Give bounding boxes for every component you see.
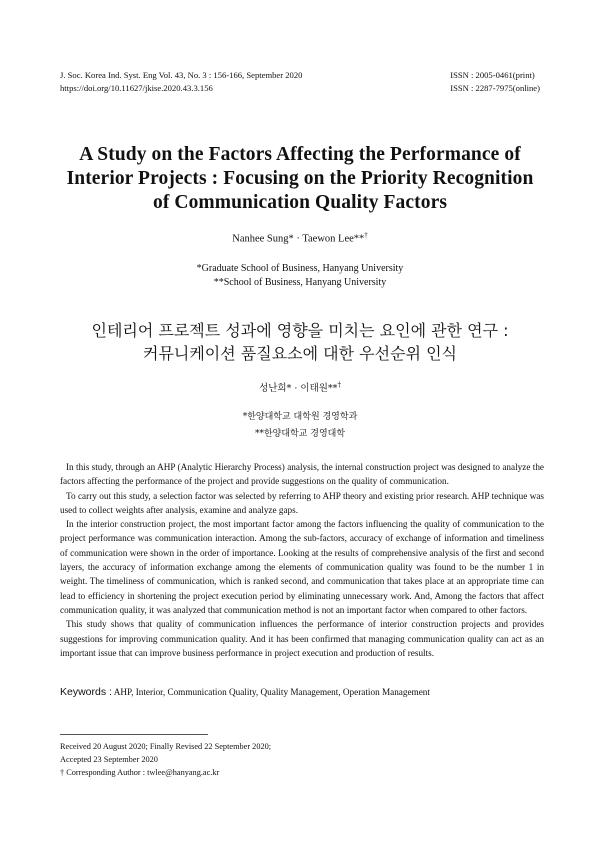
- issn-online: ISSN : 2287-7975(online): [450, 83, 540, 93]
- author-names: Nanhee Sung* · Taewon Lee**: [232, 233, 365, 245]
- author-list: [0, 231, 600, 245]
- korean-title-line-2: 커뮤니케이션 품질요소에 대한 우선순위 인식: [142, 344, 457, 363]
- title-line-3: of Communication Quality Factors: [152, 192, 448, 213]
- korean-affiliation-2: **한양대학교 경영대학: [254, 429, 346, 439]
- korean-title: [0, 319, 600, 365]
- abstract-paragraph-3: In the interior construction project, the most important factor among the factors influencing the quality of communication to the project performance was communication interaction. Among the sub-factors, accuracy of exchange of information and timeliness of communication were shown in the order of importance. Looking at the results of comprehensive analysis of the first and second layers, the accuracy of information exchange among the elements of communication quality was found to be the number 1 in weight. The timeliness of communication, which is ranked second, and communication that takes place at an appropriate time can lead to efficiency in shortening the project execution period by eliminating unnecessary work. And, Among the factors that affect communication quality, it was analyzed that communication method is not an important factor when compared to other factors.: [60, 519, 544, 615]
- abstract-paragraph-4: This study shows that quality of communication influences the performance of interior construction projects and provides suggestions for improving communication quality. And it has been confirmed that managing communication quality can act as an important issue that can improve business performance in project execution and production of results.: [60, 619, 544, 658]
- title-line-1: A Study on the Factors Affecting the Performance of: [79, 144, 521, 165]
- journal-citation: J. Soc. Korea Ind. Syst. Eng Vol. 43, No. 3 : 156-166, September 2020: [60, 70, 303, 80]
- corresponding-email[interactable]: Corresponding Author : twlee@hanyang.ac.kr: [66, 768, 220, 777]
- doi-link[interactable]: https://doi.org/10.11627/jkise.2020.43.3.156: [60, 83, 213, 93]
- keywords-text: AHP, Interior, Communication Quality, Quality Management, Operation Management: [113, 687, 430, 697]
- corresponding-author: [60, 766, 271, 779]
- footnote-divider: [60, 734, 208, 735]
- abstract-paragraph-1: In this study, through an AHP (Analytic Hierarchy Process) analysis, the internal construction project was designed to analyze the factors affecting the performance of the project and provide suggestions on the quality of communication.: [60, 462, 544, 487]
- keywords-label: Keywords :: [60, 686, 112, 698]
- journal-header: [60, 69, 302, 95]
- title-line-2: Interior Projects : Focusing on the Priority Recognition: [66, 168, 534, 189]
- korean-author-names: 성난희* · 이태원**: [259, 383, 338, 394]
- affiliation-2: **School of Business, Hanyang University: [213, 277, 387, 288]
- received-date: Received 20 August 2020; Finally Revised 22 September 2020;: [60, 742, 272, 751]
- paper-title: [40, 143, 560, 215]
- issn-print: ISSN : 2005-0461(print): [450, 70, 535, 80]
- corresponding-mark: †: [364, 231, 368, 239]
- affiliation-1: *Graduate School of Business, Hanyang University: [196, 263, 404, 274]
- abstract-paragraph-2: To carry out this study, a selection factor was selected by referring to AHP theory and existing prior research. AHP technique was used to collect weights after analysis, examine and analyze gaps.: [60, 490, 544, 515]
- korean-title-line-1: 인테리어 프로젝트 성과에 영향을 미치는 요인에 관한 연구 :: [91, 321, 509, 340]
- accepted-date: Accepted 23 September 2020: [60, 755, 158, 764]
- keywords: [60, 686, 430, 698]
- affiliations: [0, 262, 600, 290]
- korean-corresponding-mark: †: [337, 380, 341, 389]
- footnotes: [60, 740, 271, 779]
- korean-author-list: [0, 380, 600, 394]
- korean-affiliations: [0, 409, 600, 443]
- issn-block: [450, 69, 540, 95]
- korean-affiliation-1: *한양대학교 대학원 경영학과: [242, 412, 358, 422]
- abstract: [60, 460, 544, 660]
- dagger-mark: †: [60, 768, 65, 777]
